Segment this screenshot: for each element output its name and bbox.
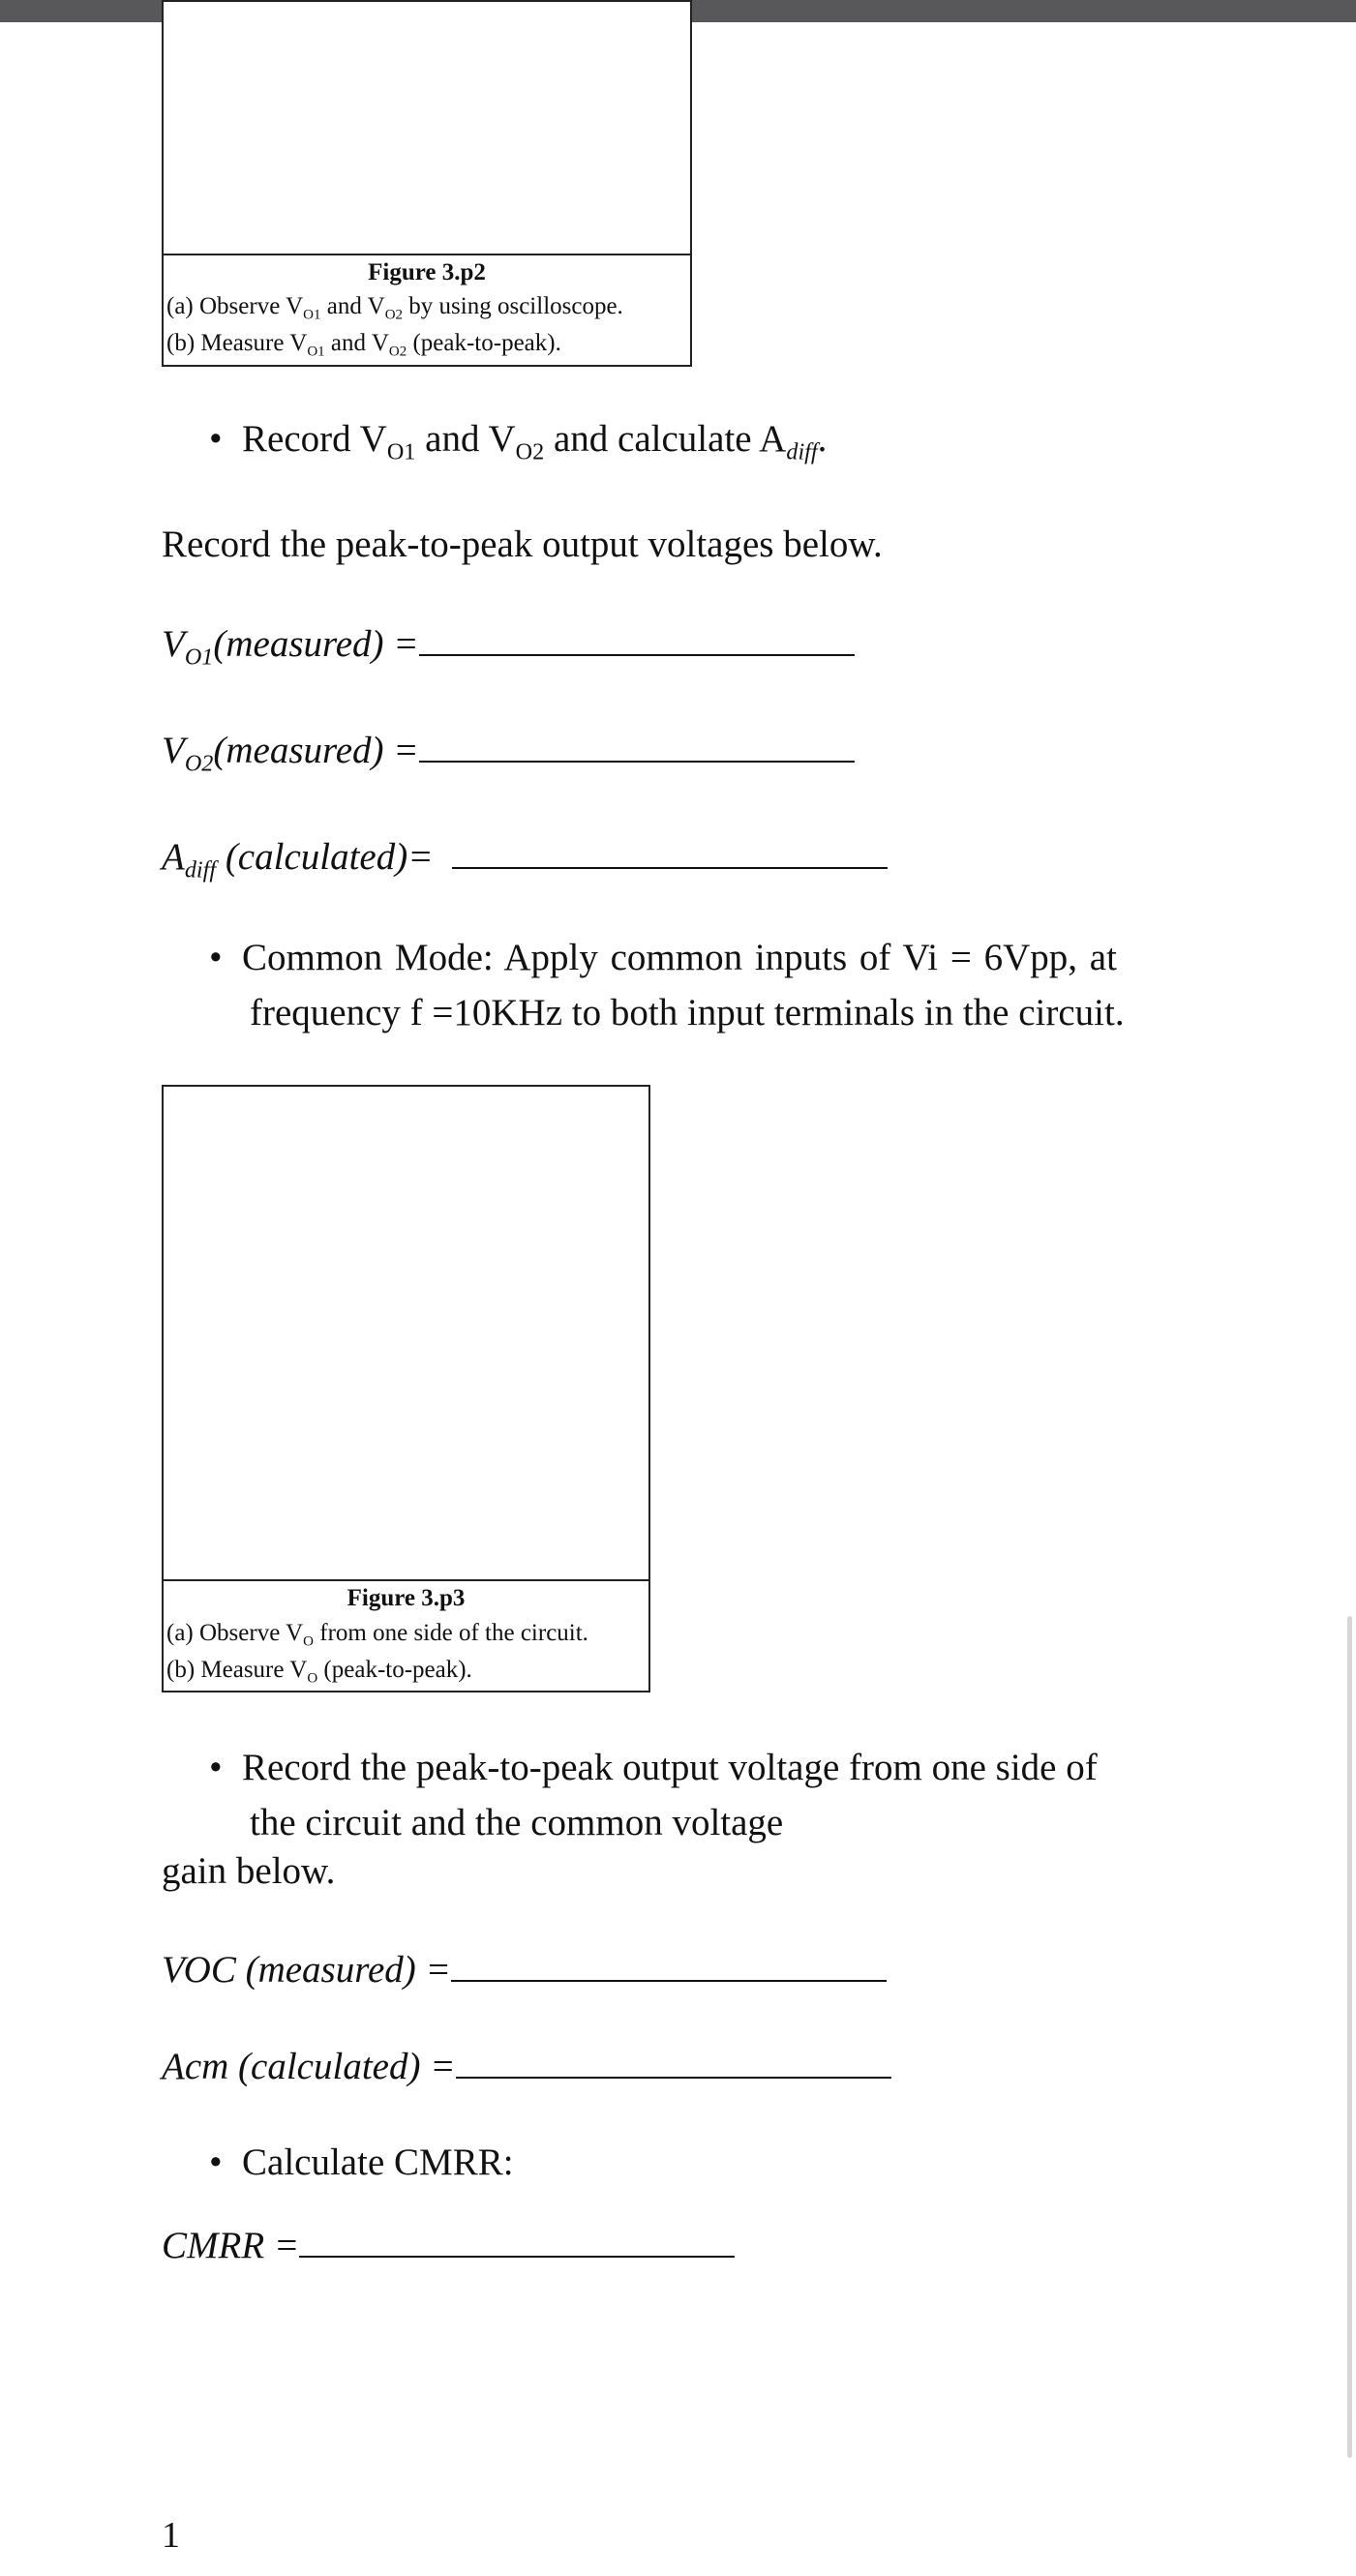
equation-vo2-measured: $V_{O2}(measured)$ = [162,726,855,773]
bullet-icon: • [209,1747,223,1788]
vo1-answer-blank[interactable] [419,619,855,656]
figure-3p3-title: Figure 3.p3 [347,1585,466,1611]
acm-answer-blank[interactable] [456,2042,891,2079]
figure-3p2-caption-a: (a) Observe $V_{O1}$ and $V_{O2}$ by using oscilloscope. [166,293,623,323]
bullet-calculate-cmrr: • Calculate CMRR: [209,2142,514,2183]
bullet-common-mode-line1: • Common Mode: Apply common inputs of Vi = 6Vpp, at [209,937,1117,978]
cmrr-answer-blank[interactable] [299,2221,735,2258]
bullet-record-common-line3: gain below. [162,1850,336,1892]
figure-3p3-caption-b: (b) Measure $V_O$ (peak-to-peak). [166,1657,472,1687]
scrollbar[interactable] [1347,1616,1352,2458]
bullet-icon: • [209,418,223,460]
bullet-record-common-line1: • Record the peak-to-peak output voltage from one side of [209,1747,1098,1788]
bullet-record-common-line2: the circuit and the common voltage [250,1802,784,1843]
equation-acm-calculated: Acm (calculated) = [162,2042,891,2089]
figure-3p3-image-area [164,1087,648,1581]
figure-3p2-image-area [164,2,690,255]
equation-cmrr: CMRR = [162,2221,735,2268]
page-number: 1 [162,2515,180,2556]
figure-3p3-caption-a: (a) Observe $V_O$ from one side of the circuit. [166,1620,588,1650]
figure-3p2-title: Figure 3.p2 [368,259,486,285]
figure-3p3-box [162,1085,650,1692]
bullet-icon: • [209,2142,223,2183]
equation-adiff-calculated: $A_{diff}$ (calculated)= [162,832,888,880]
vo2-answer-blank[interactable] [419,726,855,763]
figure-3p2-caption-b: (b) Measure $V_{O1}$ and $V_{O2}$ (peak-to-peak). [166,330,561,360]
equation-voc-measured: VOC (measured) = [162,1945,887,1992]
equation-vo1-measured: $V_{O1}(measured)$ = [162,619,855,667]
bullet-record-vo: • Record $V_{O1}$ and $V_{O2}$ and calculate $A_{diff}$. [209,418,828,465]
adiff-answer-blank[interactable] [452,832,888,869]
figure-3p2-box [162,0,692,367]
voc-answer-blank[interactable] [451,1945,887,1982]
bullet-icon: • [209,937,223,978]
bullet-common-mode-line2: frequency f =10KHz to both input terminals in the circuit. [250,992,1125,1033]
instruction-record-peak: Record the peak-to-peak output voltages below. [162,524,883,565]
